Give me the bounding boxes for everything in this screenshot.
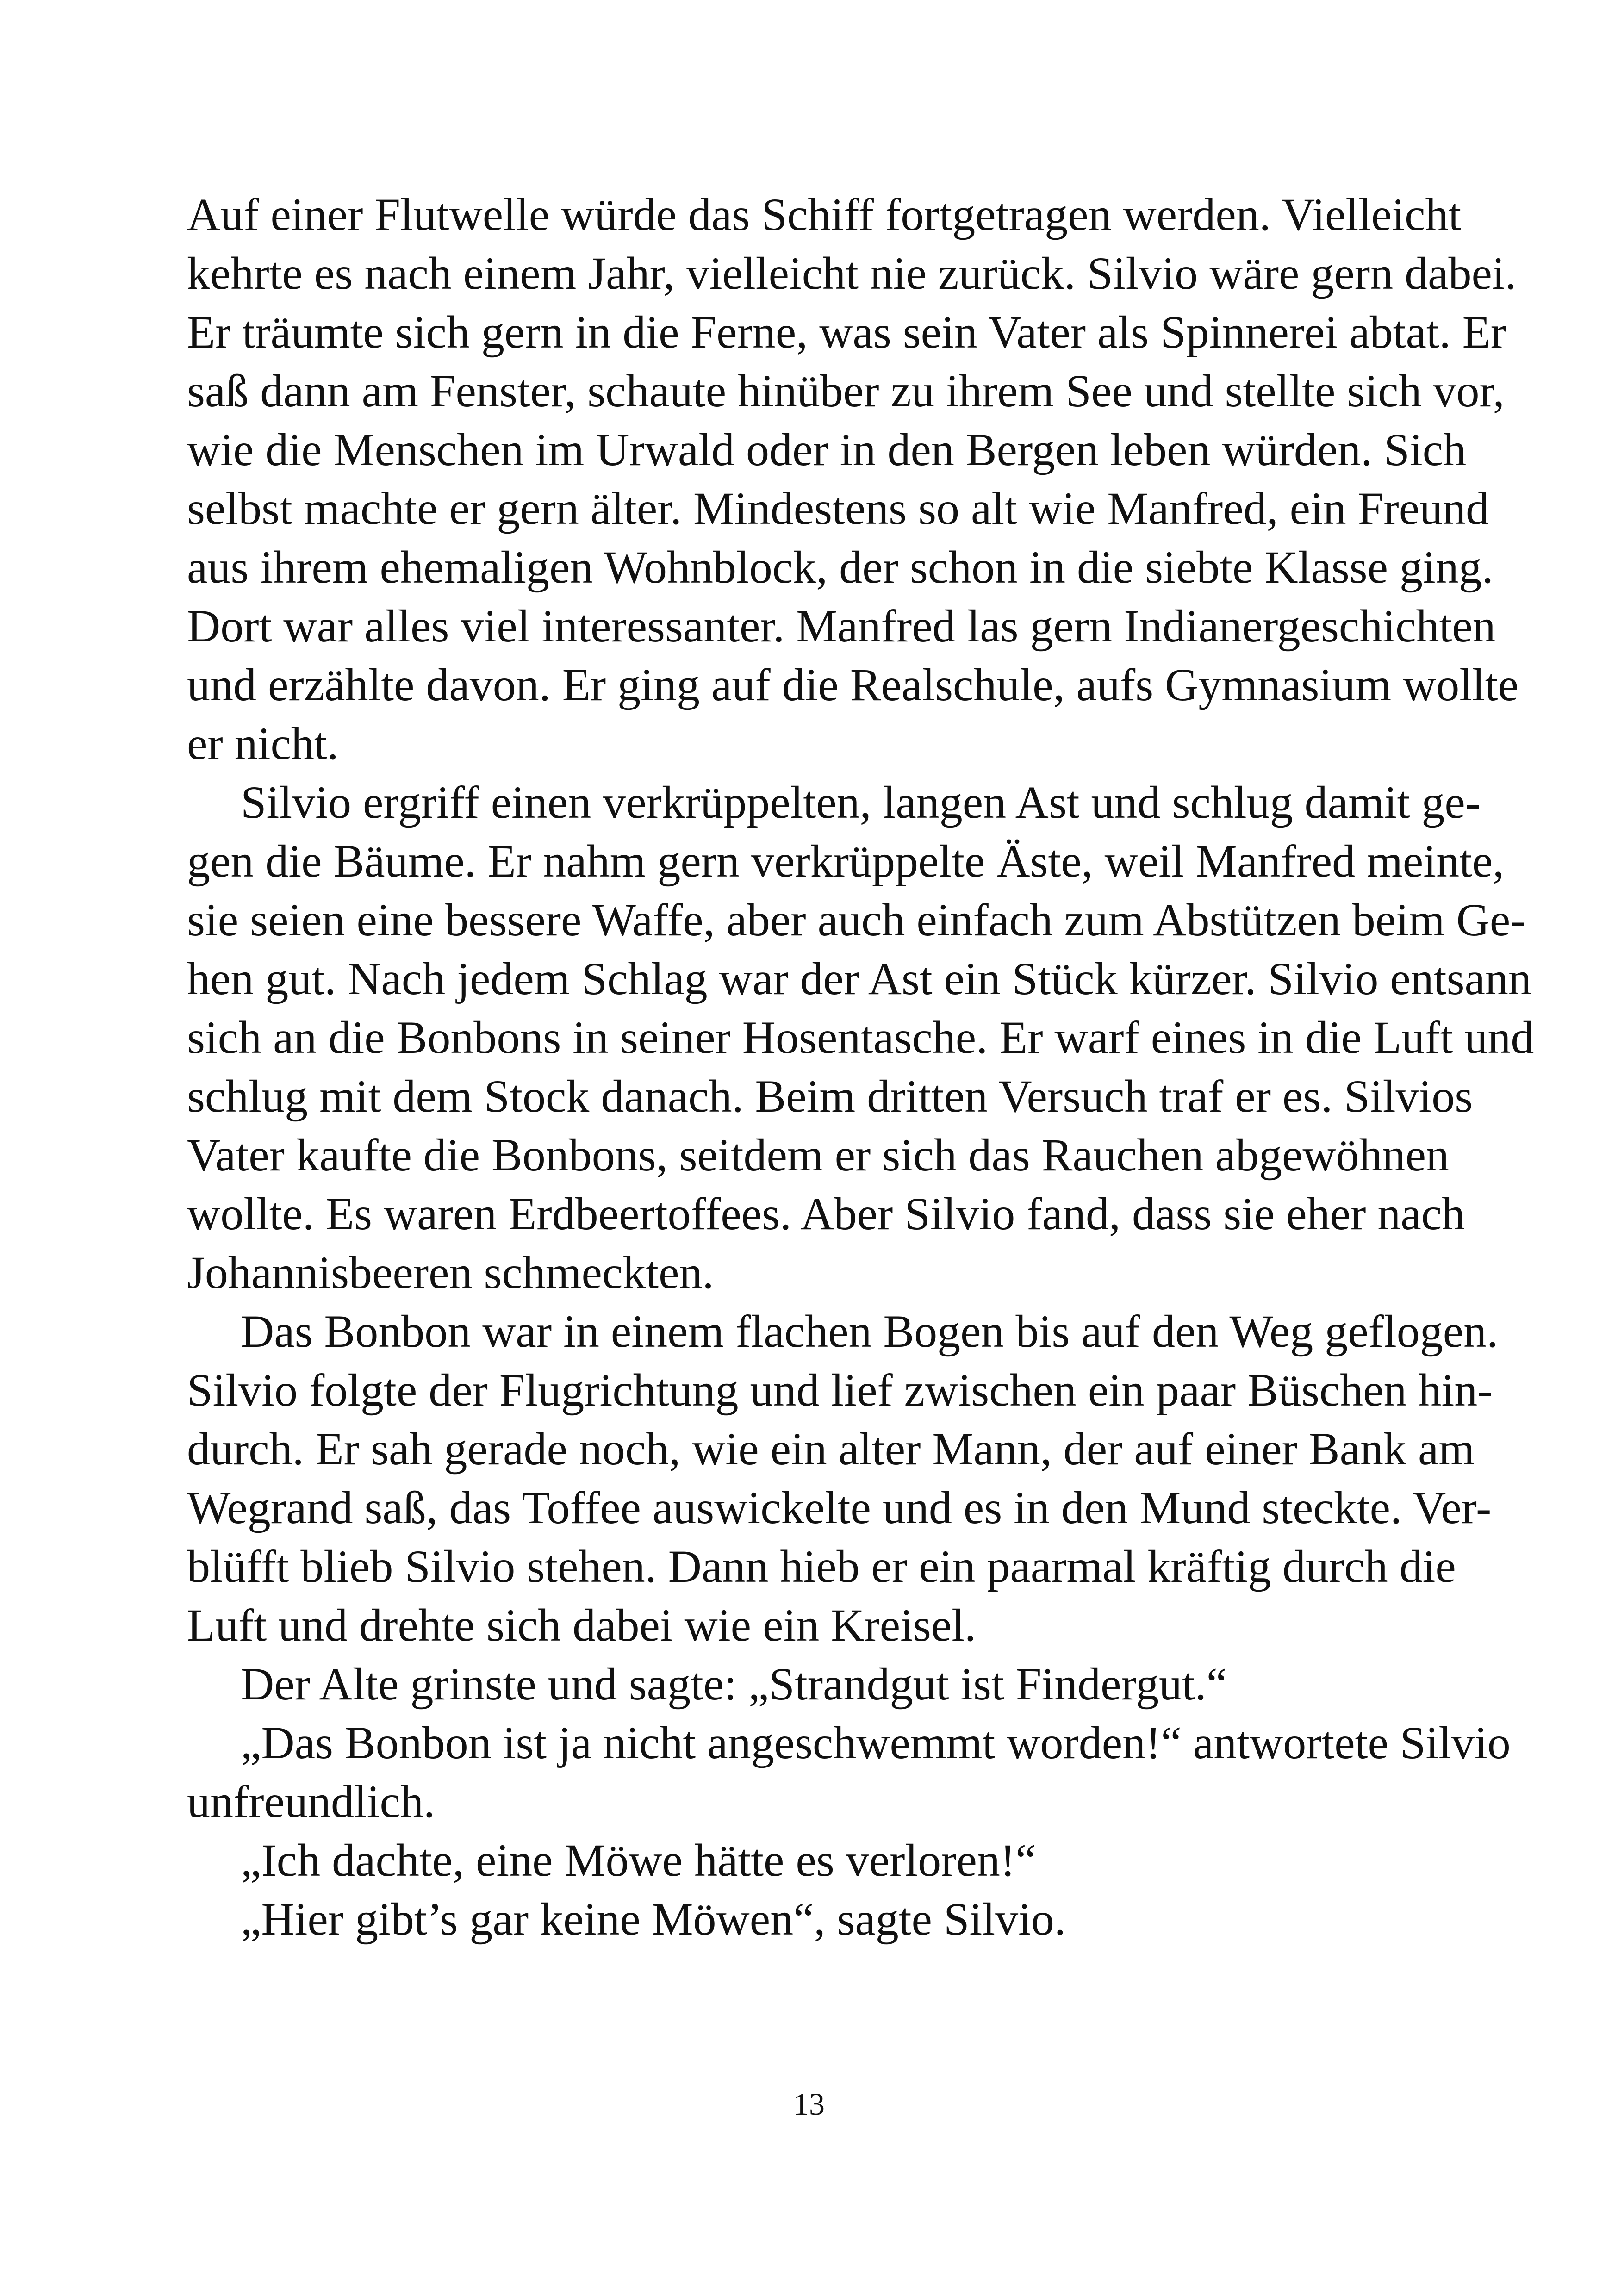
paragraph-first-line: „Das Bonbon ist ja nicht angeschwemmt worden!“ antwortete Silvio [241, 1717, 1511, 1768]
text-line: saß dann am Fenster, schaute hinüber zu ihrem See und stellte sich vor, [187, 365, 1505, 417]
text-line: kehrte es nach einem Jahr, vielleicht nie zurück. Silvio wäre gern dabei. [187, 248, 1517, 299]
text-line: aus ihrem ehemaligen Wohnblock, der schon in die siebte Klasse ging. [187, 541, 1494, 593]
text-line: er nicht. [187, 718, 339, 769]
text-line: Wegrand saß, das Toffee auswickelte und es in den Mund steckte. Ver- [187, 1482, 1492, 1533]
text-line: hen gut. Nach jedem Schlag war der Ast ein Stück kürzer. Silvio entsann [187, 953, 1531, 1004]
page-number: 13 [793, 2086, 825, 2122]
text-line: Silvio folgte der Flugrichtung und lief zwischen ein paar Büschen hin- [187, 1364, 1493, 1416]
paragraph-first-line: „Ich dachte, eine Möwe hätte es verloren!“ [241, 1835, 1036, 1886]
body-text [187, 185, 1534, 1948]
paragraph-first-line: Das Bonbon war in einem flachen Bogen bis auf den Weg geflogen. [241, 1306, 1499, 1357]
text-line: und erzählte davon. Er ging auf die Realschule, aufs Gymnasium wollte [187, 659, 1518, 710]
text-line: schlug mit dem Stock danach. Beim dritten Versuch traf er es. Silvios [187, 1070, 1473, 1122]
text-line: Vater kaufte die Bonbons, seitdem er sich das Rauchen abgewöhnen [187, 1129, 1449, 1181]
text-line: blüfft blieb Silvio stehen. Dann hieb er ein paarmal kräftig durch die [187, 1541, 1456, 1592]
text-line: durch. Er sah gerade noch, wie ein alter Mann, der auf einer Bank am [187, 1423, 1475, 1475]
text-line: Er träumte sich gern in die Ferne, was sein Vater als Spinnerei abtat. Er [187, 306, 1506, 358]
text-line: sie seien eine bessere Waffe, aber auch einfach zum Abstützen beim Ge- [187, 894, 1526, 946]
paragraph-first-line: Der Alte grinste und sagte: „Strandgut ist Findergut.“ [241, 1658, 1227, 1710]
text-line: Auf einer Flutwelle würde das Schiff fortgetragen werden. Vielleicht [187, 189, 1462, 240]
text-line: sich an die Bonbons in seiner Hosentasche. Er warf eines in die Luft und [187, 1012, 1534, 1063]
text-line: wollte. Es waren Erdbeertoffees. Aber Silvio fand, dass sie eher nach [187, 1188, 1465, 1239]
text-line: Luft und drehte sich dabei wie ein Kreisel. [187, 1599, 976, 1651]
text-line: Johannisbeeren schmeckten. [187, 1247, 714, 1298]
text-line: selbst machte er gern älter. Mindestens so alt wie Manfred, ein Freund [187, 483, 1489, 534]
text-line: gen die Bäume. Er nahm gern verkrüppelte Äste, weil Manfred meinte, [187, 835, 1505, 887]
text-line: Dort war alles viel interessanter. Manfred las gern Indianergeschichten [187, 600, 1496, 652]
text-line: unfreundlich. [187, 1776, 435, 1827]
paragraph-first-line: „Hier gibt’s gar keine Möwen“, sagte Silvio. [241, 1893, 1066, 1945]
paragraph-first-line: Silvio ergriff einen verkrüppelten, langen Ast und schlug damit ge- [241, 777, 1481, 828]
text-line: wie die Menschen im Urwald oder in den Bergen leben würden. Sich [187, 424, 1467, 475]
